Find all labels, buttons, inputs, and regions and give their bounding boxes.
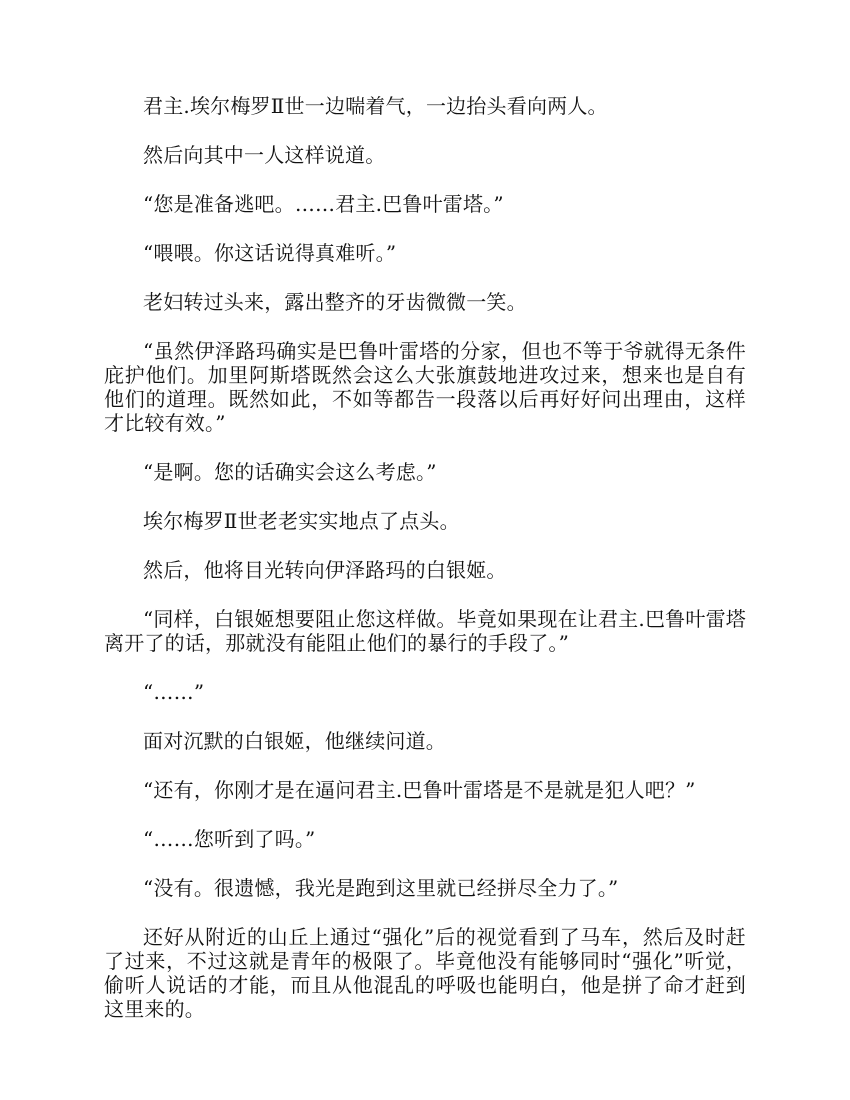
paragraph: “您是准备逃吧。……君主.巴鲁叶雷塔。” [143, 192, 504, 216]
paragraph: 老妇转过头来，露出整齐的牙齿微微一笑。 [143, 290, 527, 314]
document-page [104, 94, 746, 1046]
paragraph: “还有，你刚才是在逼问君主.巴鲁叶雷塔是不是就是犯人吧？” [143, 778, 696, 802]
paragraph: “虽然伊泽路玛确实是巴鲁叶雷塔的分家，但也不等于爷就得无条件庇护他们。加里阿斯塔既然会这么大张旗鼓地进攻过来，想来也是自有他们的道理。既然如此，不如等都告一段落以后再好好问出理由，这样才比较有效。” [104, 339, 746, 435]
paragraph: 然后，他将目光转向伊泽路玛的白银姬。 [143, 558, 507, 582]
paragraph: 埃尔梅罗Ⅱ世老老实实地点了点头。 [143, 509, 460, 533]
paragraph: “是啊。您的话确实会这么考虑。” [143, 460, 437, 484]
paragraph: 君主.埃尔梅罗Ⅱ世一边喘着气，一边抬头看向两人。 [143, 94, 608, 118]
paragraph: 面对沉默的白银姬，他继续问道。 [143, 729, 446, 753]
paragraph: “没有。很遗憾，我光是跑到这里就已经拼尽全力了。” [143, 876, 619, 900]
paragraph: “同样，白银姬想要阻止您这样做。毕竟如果现在让君主.巴鲁叶雷塔离开了的话，那就没有能阻止他们的暴行的手段了。” [104, 607, 746, 655]
paragraph: 还好从附近的山丘上通过“强化”后的视觉看到了马车，然后及时赶了过来，不过这就是青年的极限了。毕竟他没有能够同时“强化”听觉，偷听人说话的才能，而且从他混乱的呼吸也能明白，他是拼了命才赶到这里来的。 [104, 925, 746, 1021]
paragraph: 然后向其中一人这样说道。 [143, 143, 386, 167]
paragraph: “……您听到了吗。” [143, 827, 316, 851]
paragraph: “……” [143, 680, 205, 704]
paragraph: “喂喂。你这话说得真难听。” [143, 241, 397, 265]
